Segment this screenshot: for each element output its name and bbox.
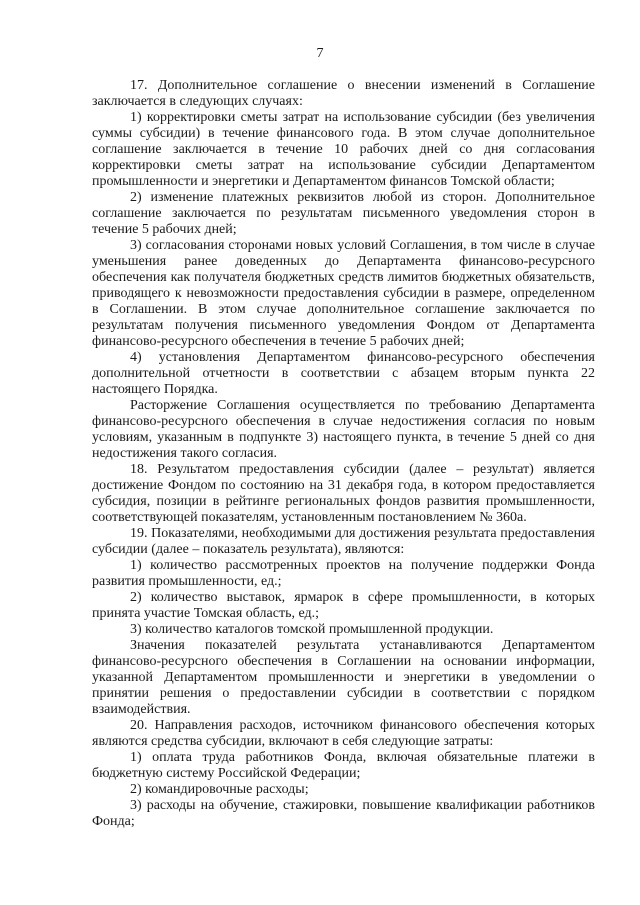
paragraph-20-item-2: 2) командировочные расходы;: [130, 782, 309, 797]
paragraph-18: 18. Результатом предоставления субсидии (далее – результат) является достижение Фондом по состоянию на 31 декабря года, в котором предоставляется субсидия, позиции в рейтинге региональных фондов развития промышленности, соответствующей показателям, установленным постановлением № 360а.: [92, 462, 595, 525]
page-number: 7: [316, 46, 324, 61]
document-body: [92, 78, 595, 830]
paragraph-indicator-values: Значения показателей результата устанавливаются Департаментом финансово-ресурсного обеспечения в Соглашении на основании информации, указанной Департаментом промышленности и энергетики в уведомлении о принятии решения о предоставлении субсидии в соответствии с порядком взаимодействия.: [92, 638, 595, 717]
paragraph-19-item-1: 1) количество рассмотренных проектов на получение поддержки Фонда развития промышленности, ед.;: [92, 558, 595, 589]
paragraph-20-item-3: 3) расходы на обучение, стажировки, повышение квалификации работников Фонда;: [92, 798, 595, 829]
paragraph-17-item-2: 2) изменение платежных реквизитов любой из сторон. Дополнительное соглашение заключается по результатам письменного уведомления сторон в течение 5 рабочих дней;: [92, 190, 595, 237]
paragraph-19-item-2: 2) количество выставок, ярмарок в сфере промышленности, в которых принята участие Томская область, ед.;: [92, 590, 595, 621]
paragraph-19-intro: 19. Показателями, необходимыми для достижения результата предоставления субсидии (далее – показатель результата), являются:: [92, 526, 595, 557]
paragraph-20-item-1: 1) оплата труда работников Фонда, включая обязательные платежи в бюджетную систему Российской Федерации;: [92, 750, 595, 781]
paragraph-17-intro: 17. Дополнительное соглашение о внесении изменений в Соглашение заключается в следующих случаях:: [92, 78, 595, 109]
paragraph-19-item-3: 3) количество каталогов томской промышленной продукции.: [130, 622, 494, 637]
paragraph-17-item-3: 3) согласования сторонами новых условий Соглашения, в том числе в случае уменьшения ранее доведенных до Департамента финансово-ресурсного обеспечения как получателя бюджетных средств лимитов бюджетных обязательств, приводящего к невозможности предоставления субсидии в размере, определенном в Соглашении. В этом случае дополнительное соглашение заключается по результатам получения письменного уведомления Фондом от Департамента финансово-ресурсного обеспечения в течение 5 рабочих дней;: [92, 238, 595, 349]
paragraph-termination: Расторжение Соглашения осуществляется по требованию Департамента финансово-ресурсного обеспечения в случае недостижения согласия по новым условиям, указанным в подпункте 3) настоящего пункта, в течение 5 дней со дня недостижения такого согласия.: [92, 398, 595, 461]
paragraph-20-intro: 20. Направления расходов, источником финансового обеспечения которых являются средства субсидии, включают в себя следующие затраты:: [92, 718, 595, 749]
paragraph-17-item-1: 1) корректировки сметы затрат на использование субсидии (без увеличения суммы субсидии) в течение финансового года. В этом случае дополнительное соглашение заключается в течение 10 рабочих дней со дня согласования корректировки сметы затрат на использование субсидии Департаментом промышленности и энергетики и Департаментом финансов Томской области;: [92, 110, 595, 189]
paragraph-17-item-4: 4) установления Департаментом финансово-ресурсного обеспечения дополнительной отчетности в соответствии с абзацем вторым пункта 22 настоящего Порядка.: [92, 350, 595, 397]
